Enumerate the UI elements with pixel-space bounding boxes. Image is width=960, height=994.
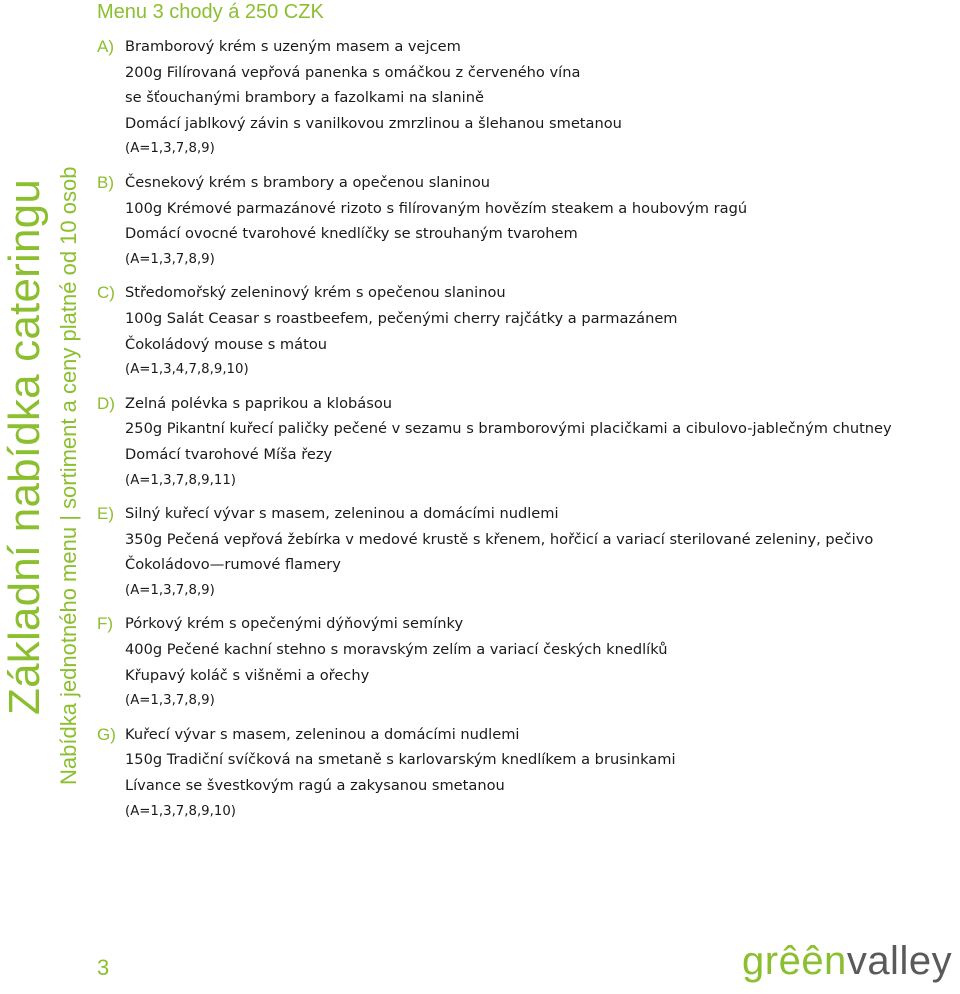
menu-option-items [125,34,955,162]
menu-option-letter: D) [97,393,115,413]
menu-option [97,501,955,603]
allergen-codes: (A=1,3,7,8,9) [125,582,215,598]
greenvalley-logo [742,938,952,984]
dish-line: 350g Pečená vepřová žebírka v medové krustě s křenem, hořčicí a variací sterilované zeleniny, pečivo [125,530,874,548]
menu-list [97,34,955,832]
dish-line: Čokoládový mouse s mátou [125,335,327,353]
dish-line: Pórkový krém s opečenými dýňovými semínky [125,615,464,633]
dish-line: Lívance se švestkovým ragú a zakysanou smetanou [125,777,505,795]
allergen-codes: (A=1,3,7,8,9) [125,251,215,267]
dish-line: Čokoládovo—rumové flamery [125,556,341,574]
menu-option [97,170,955,272]
menu-option-letter: A) [97,37,114,56]
allergen-codes: (A=1,3,7,8,9) [125,141,215,157]
menu-option [97,34,955,162]
dish-line: 400g Pečené kachní stehno s moravským zelím a variací českých knedlíků [125,641,668,659]
dish-line: Silný kuřecí vývar s masem, zeleninou a domácími nudlemi [125,505,559,523]
dish-line: Domácí tvarohové Míša řezy [125,445,333,463]
menu-option-letter: G) [97,724,116,744]
menu-option-items [125,170,955,272]
dish-line: Kuřecí vývar s masem, zeleninou a domácími nudlemi [125,725,520,743]
dish-line: Domácí jablkový závin s vanilkovou zmrzlinou a šlehanou smetanou [125,114,622,132]
menu-option [97,391,955,493]
menu-option-letter: E) [97,504,114,524]
logo-green-part: grêên [742,939,847,983]
catering-title: Základní nabídka cateringu [0,179,49,715]
menu-option-letter: C) [97,283,115,303]
menu-option-items [125,501,955,603]
allergen-codes: (A=1,3,7,8,9,11) [125,472,236,488]
menu-title: Menu 3 chody á 250 CZK [97,1,324,23]
logo-gray-part: valley [846,939,953,983]
dish-line: Zelná polévka s paprikou a klobásou [125,394,393,412]
catering-subtitle: Nabídka jednotného menu | sortiment a ceny platné od 10 osob [56,166,81,785]
dish-line: Středomořský zeleninový krém s opečenou slaninou [125,284,506,302]
menu-option [97,280,955,382]
dish-line: 100g Krémové parmazánové rizoto s filírovaným hovězím steakem a houbovým ragú [125,199,748,217]
menu-option [97,722,955,824]
dish-line: se šťouchanými brambory a fazolkami na slanině [125,89,484,107]
dish-line: Křupavý koláč s višněmi a ořechy [125,666,370,684]
dish-line: Bramborový krém s uzeným masem a vejcem [125,38,461,55]
menu-option-items [125,280,955,382]
menu-option [97,611,955,713]
dish-line: Domácí ovocné tvarohové knedlíčky se strouhaným tvarohem [125,225,578,243]
allergen-codes: (A=1,3,7,8,9) [125,693,215,709]
dish-line: 150g Tradiční svíčková na smetaně s karlovarským knedlíkem a brusinkami [125,751,676,769]
menu-option-letter: F) [97,614,114,634]
dish-line: 200g Filírovaná vepřová panenka s omáčkou z červeného vína [125,63,581,81]
allergen-codes: (A=1,3,4,7,8,9,10) [125,362,249,378]
allergen-codes: (A=1,3,7,8,9,10) [125,803,236,819]
menu-option-letter: B) [97,172,114,192]
dish-line: 100g Salát Ceasar s roastbeefem, pečenými cherry rajčátky a parmazánem [125,309,678,327]
dish-line: 250g Pikantní kuřecí paličky pečené v sezamu s bramborovými placičkami a cibulovo-jablečným chutney [125,420,892,438]
page-number: 3 [97,955,110,980]
menu-option-items [125,722,955,824]
menu-option-items [125,611,955,713]
menu-option-items [125,391,955,493]
dish-line: Česnekový krém s brambory a opečenou slaninou [125,173,491,191]
